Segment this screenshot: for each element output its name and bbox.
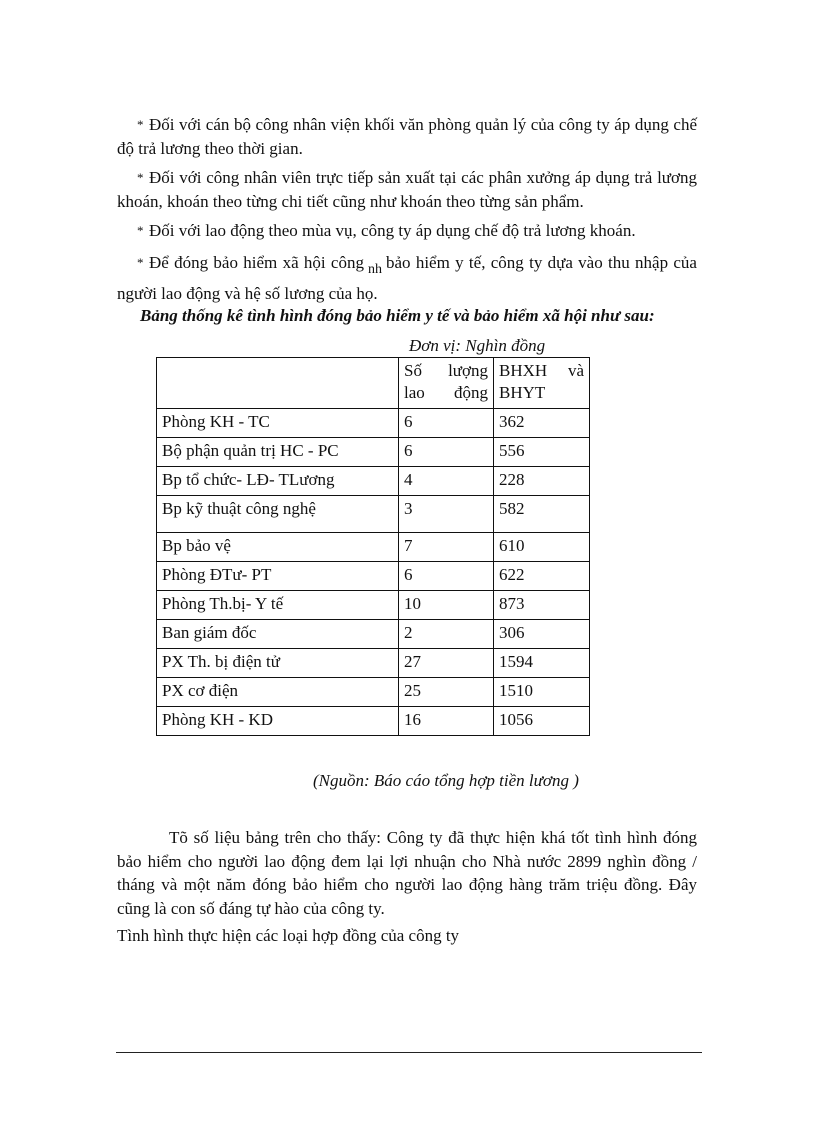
bullet-text: Để đóng bảo hiểm xã hội công <box>149 253 364 272</box>
cell-insurance: 873 <box>494 591 590 620</box>
unit-label: Đơn vị: Nghìn đồng <box>409 336 546 355</box>
bullet-text-continued: bảo hiểm y tế, công ty dựa vào thu nhập của người lao động và hệ số lương của họ. <box>117 253 697 303</box>
table-row <box>157 562 590 591</box>
bullet-text: Đối với lao động theo mùa vụ, công ty áp dụng chế độ trả lương khoán. <box>149 221 636 240</box>
cell-insurance: 228 <box>494 467 590 496</box>
bullet-text: Đối với cán bộ công nhân viện khối văn phòng quản lý của công ty áp dụng chế độ trả lương theo thời gian. <box>117 115 697 158</box>
subscript-fragment: nh <box>367 262 382 277</box>
cell-department: PX cơ điện <box>157 678 399 707</box>
asterisk-bullet: * <box>137 255 144 270</box>
table-row <box>157 409 590 438</box>
cell-insurance: 306 <box>494 620 590 649</box>
cell-insurance: 556 <box>494 438 590 467</box>
cell-headcount: 10 <box>399 591 494 620</box>
cell-department: Bp bảo vệ <box>157 533 399 562</box>
table-row <box>157 678 590 707</box>
cell-insurance: 1510 <box>494 678 590 707</box>
cell-department: Ban giám đốc <box>157 620 399 649</box>
table-row <box>157 496 590 533</box>
cell-headcount: 6 <box>399 409 494 438</box>
cell-headcount: 6 <box>399 438 494 467</box>
cell-insurance: 1056 <box>494 707 590 736</box>
table-row <box>157 649 590 678</box>
cell-department: Phòng KH - KD <box>157 707 399 736</box>
table-row <box>157 467 590 496</box>
cell-headcount: 2 <box>399 620 494 649</box>
cell-department: PX Th. bị điện tử <box>157 649 399 678</box>
asterisk-bullet: * <box>137 170 144 185</box>
cell-department: Phòng KH - TC <box>157 409 399 438</box>
bullet-text: Đối với công nhân viên trực tiếp sản xuất tại các phân xưởng áp dụng trả lương khoán, khoán theo từng chi tiết cũng như khoán theo từng sản phẩm. <box>117 168 697 211</box>
cell-department: Bộ phận quản trị HC - PC <box>157 438 399 467</box>
cell-insurance: 362 <box>494 409 590 438</box>
cell-headcount: 25 <box>399 678 494 707</box>
cell-insurance: 622 <box>494 562 590 591</box>
table-source-note: (Nguồn: Báo cáo tổng hợp tiền lương ) <box>313 771 579 790</box>
bullet-paragraph <box>117 219 697 243</box>
table-row <box>157 438 590 467</box>
cell-headcount: 7 <box>399 533 494 562</box>
body-paragraph: Tõ số liệu bảng trên cho thấy: Công ty đã thực hiện khá tốt tình hình đóng bảo hiểm cho người lao động đem lại lợi nhuận cho Nhà nước 2899 nghìn đồng / tháng và một năm đóng bảo hiểm cho người lao động hàng trăm triệu đồng. Đây cũng là con số đáng tự hào của công ty. <box>117 828 697 918</box>
cell-department: Bp tổ chức- LĐ- TLương <box>157 467 399 496</box>
header-cell-department <box>157 358 399 409</box>
insurance-table <box>156 357 590 736</box>
header-cell-headcount: Số lượng lao động <box>399 358 494 409</box>
cell-headcount: 4 <box>399 467 494 496</box>
asterisk-bullet: * <box>137 117 144 132</box>
bullet-paragraph <box>117 251 697 306</box>
cell-department: Bp kỹ thuật công nghệ <box>157 496 399 533</box>
cell-headcount: 3 <box>399 496 494 533</box>
cell-headcount: 16 <box>399 707 494 736</box>
asterisk-bullet: * <box>137 223 144 238</box>
cell-insurance: 582 <box>494 496 590 533</box>
cell-department: Phòng ĐTư- PT <box>157 562 399 591</box>
header-cell-insurance: BHXH và BHYT <box>494 358 590 409</box>
table-row <box>157 707 590 736</box>
cell-insurance: 610 <box>494 533 590 562</box>
table-caption: Bảng thống kê tình hình đóng bảo hiểm y tế và bảo hiểm xã hội như sau: <box>140 306 655 325</box>
cell-headcount: 6 <box>399 562 494 591</box>
cell-headcount: 27 <box>399 649 494 678</box>
cell-insurance: 1594 <box>494 649 590 678</box>
table-header-row <box>157 358 590 409</box>
table-row <box>157 591 590 620</box>
bullet-paragraph <box>117 166 697 214</box>
footer-divider <box>116 1052 702 1053</box>
table-row <box>157 533 590 562</box>
closing-line: Tình hình thực hiện các loại hợp đồng của công ty <box>117 926 460 945</box>
cell-department: Phòng Th.bị- Y tế <box>157 591 399 620</box>
bullet-paragraph <box>117 113 697 161</box>
table-row <box>157 620 590 649</box>
